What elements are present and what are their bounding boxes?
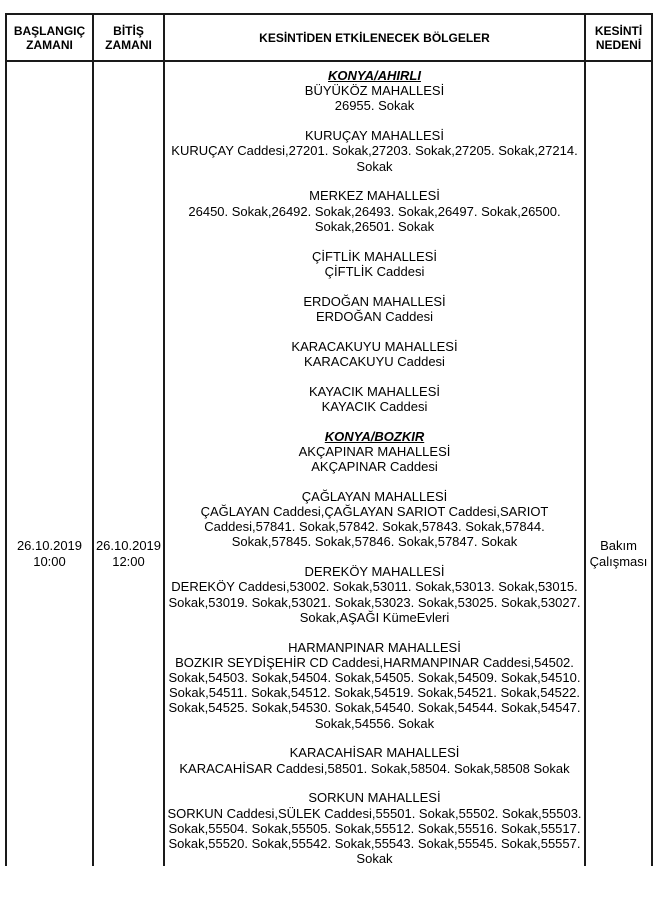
neighborhood-streets: KAYACIK Caddesi xyxy=(321,398,428,414)
neighborhood-streets: BOZKIR SEYDİŞEHİR CD Caddesi,HARMANPINAR Caddesi,54502. Sokak,54503. Sokak,54504. Sokak,54505. Sokak,54509. Sokak,54510. Sokak,54511. Sokak,54512. Sokak,54519. Sokak,54521. Sokak,54522. Sokak,54525. Sokak,54530. Sokak,54540. Sokak,54544. Sokak,54547. Sokak,54556. Sokak xyxy=(168,654,581,731)
end-time-cell xyxy=(94,62,165,866)
neighborhood-name: ERDOĞAN MAHALLESİ xyxy=(303,293,446,309)
neighborhood-block xyxy=(166,294,583,324)
neighborhood-block xyxy=(166,339,583,369)
neighborhood-block xyxy=(166,188,583,234)
neighborhood-streets: ÇİFTLİK Caddesi xyxy=(324,263,425,279)
end-time: 12:00 xyxy=(112,553,145,569)
neighborhood-name: KURUÇAY MAHALLESİ xyxy=(305,128,444,144)
neighborhood-name: ÇAĞLAYAN MAHALLESİ xyxy=(301,488,448,504)
neighborhood-name: HARMANPINAR MAHALLESİ xyxy=(288,639,461,655)
neighborhood-block xyxy=(166,745,583,775)
outage-table xyxy=(5,13,653,866)
neighborhood-name: AKÇAPINAR MAHALLESİ xyxy=(298,443,451,459)
neighborhood-block xyxy=(166,790,583,866)
neighborhood-block xyxy=(166,429,583,475)
neighborhood-block xyxy=(166,128,583,174)
outage-reason-cell xyxy=(586,62,651,866)
neighborhood-name: SORKUN MAHALLESİ xyxy=(308,790,441,806)
neighborhood-streets: ERDOĞAN Caddesi xyxy=(315,308,434,324)
district-label: KONYA/AHIRLI xyxy=(328,68,421,83)
neighborhood-streets: DEREKÖY Caddesi,53002. Sokak,53011. Sokak,53013. Sokak,53015. Sokak,53019. Sokak,53021. Sokak,53023. Sokak,53025. Sokak,53027. Sokak,AŞAĞI KümeEvleri xyxy=(168,579,581,625)
header-end-time: BİTİŞ ZAMANI xyxy=(94,15,165,60)
header-outage-reason: KESİNTİ NEDENİ xyxy=(594,23,643,52)
neighborhood-block xyxy=(166,489,583,550)
neighborhood-block xyxy=(166,384,583,414)
neighborhood-streets: KARACAHİSAR Caddesi,58501. Sokak,58504. Sokak,58508 Sokak xyxy=(179,760,570,776)
district-label: KONYA/BOZKIR xyxy=(324,428,425,444)
neighborhood-name: KAYACIK MAHALLESİ xyxy=(308,383,440,399)
neighborhood-name: BÜYÜKÖZ MAHALLESİ xyxy=(304,83,445,99)
neighborhood-name: ÇİFTLİK MAHALLESİ xyxy=(312,248,437,264)
neighborhood-name: KARACAKUYU MAHALLESİ xyxy=(291,338,458,354)
neighborhood-block xyxy=(166,249,583,279)
neighborhood-streets: AKÇAPINAR Caddesi xyxy=(311,459,438,475)
neighborhood-streets: 26450. Sokak,26492. Sokak,26493. Sokak,26497. Sokak,26500. Sokak,26501. Sokak xyxy=(188,203,561,234)
start-time: 10:00 xyxy=(33,553,66,569)
header-start-time: BAŞLANGIÇ ZAMANI xyxy=(7,15,94,60)
end-date: 26.10.2019 xyxy=(95,538,162,553)
neighborhood-streets: ÇAĞLAYAN Caddesi,ÇAĞLAYAN SARIOT Caddesi,SARIOT Caddesi,57841. Sokak,57842. Sokak,57843. Sokak,57844. Sokak,57845. Sokak,57846. Sokak,57847. Sokak xyxy=(200,504,549,550)
neighborhood-name: DEREKÖY MAHALLESİ xyxy=(304,564,445,580)
neighborhood-name: KARACAHİSAR MAHALLESİ xyxy=(289,745,460,761)
neighborhood-block xyxy=(166,564,583,625)
start-date: 26.10.2019 xyxy=(16,538,83,553)
start-time-cell xyxy=(7,62,94,866)
header-affected-regions: KESİNTİDEN ETKİLENECEK BÖLGELER xyxy=(165,15,586,60)
neighborhood-streets: SORKUN Caddesi,SÜLEK Caddesi,55501. Sokak,55502. Sokak,55503. Sokak,55504. Sokak,55505. Sokak,55512. Sokak,55516. Sokak,55517. Sokak,55520. Sokak,55542. Sokak,55543. Sokak,55545. Sokak,55557. Sokak xyxy=(167,805,582,866)
neighborhood-block xyxy=(166,68,583,114)
neighborhood-streets: KURUÇAY Caddesi,27201. Sokak,27203. Sokak,27205. Sokak,27214. Sokak xyxy=(171,143,578,174)
neighborhood-name: MERKEZ MAHALLESİ xyxy=(309,188,440,204)
regions-cell xyxy=(165,62,586,866)
table-header-row xyxy=(7,15,651,62)
outage-reason: Bakım Çalışması xyxy=(589,538,648,569)
neighborhood-streets: KARACAKUYU Caddesi xyxy=(304,353,445,369)
table-body-row xyxy=(7,62,651,866)
neighborhood-streets: 26955. Sokak xyxy=(334,98,415,114)
neighborhood-block xyxy=(166,640,583,731)
